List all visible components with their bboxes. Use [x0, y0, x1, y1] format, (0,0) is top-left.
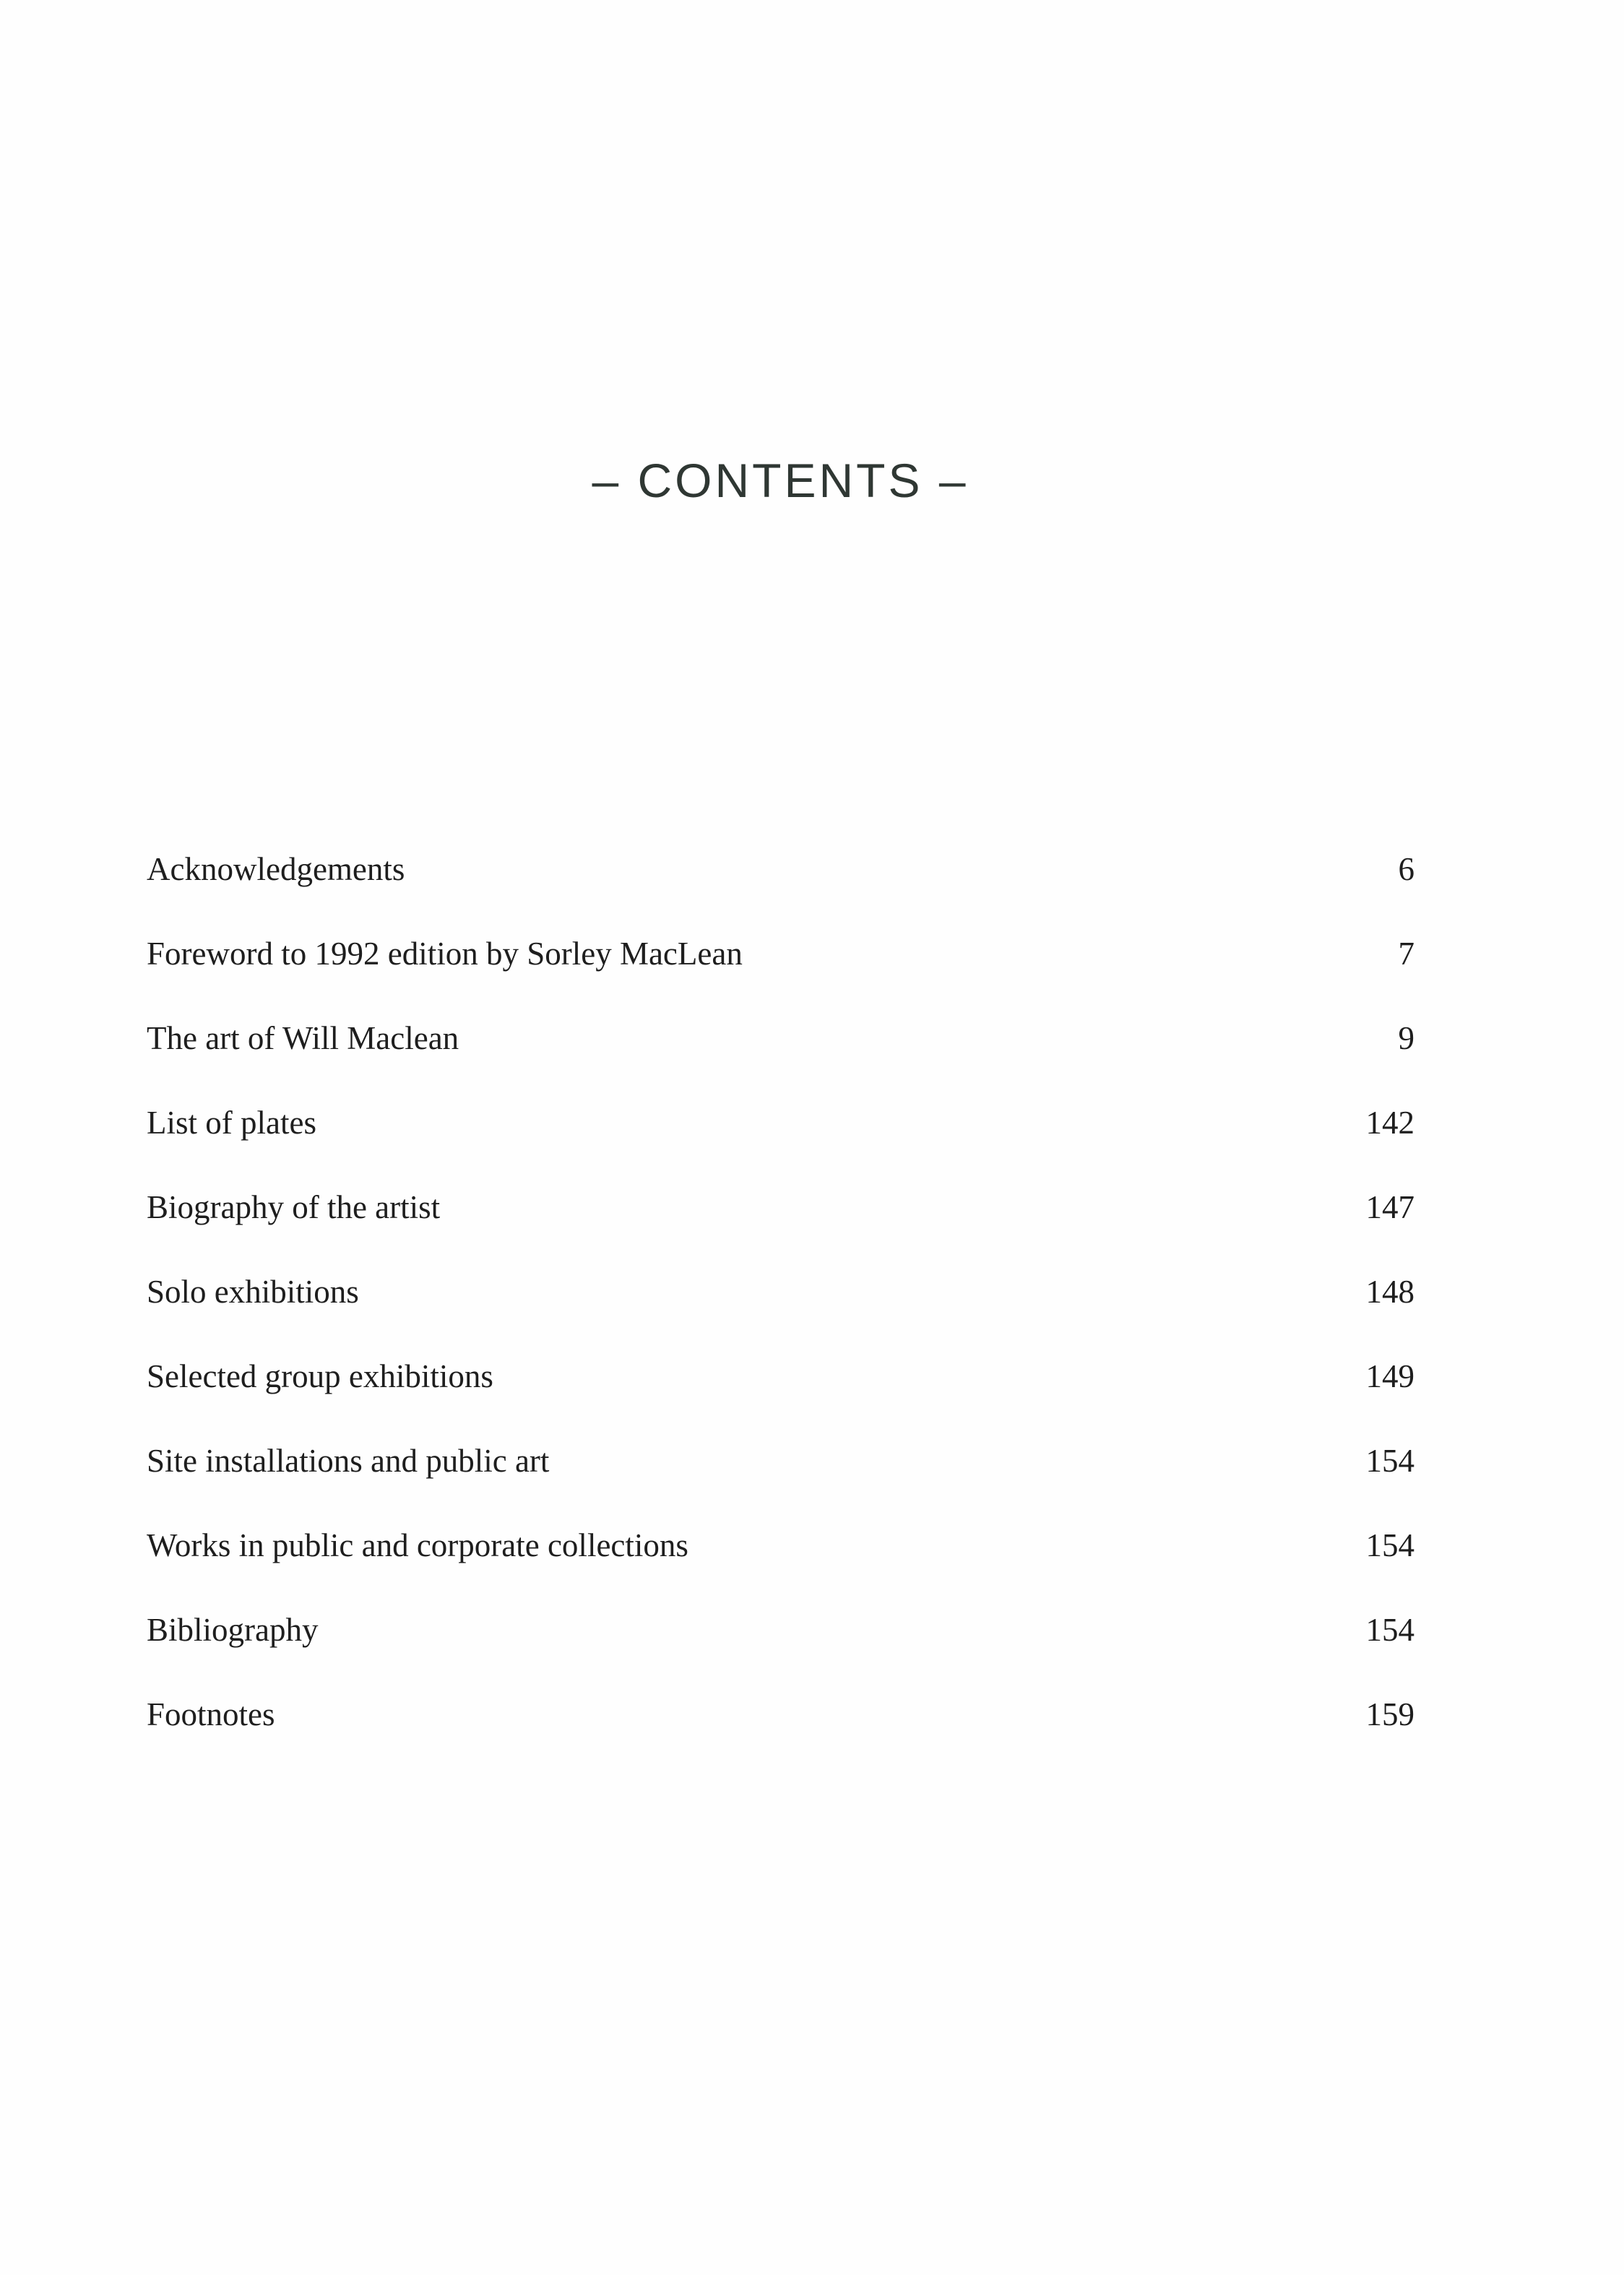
toc-entry-page: 154 — [1365, 1612, 1414, 1648]
toc-entry — [147, 1090, 1414, 1175]
toc-entry-title: Acknowledgements — [147, 851, 405, 887]
toc-entry-page: 159 — [1365, 1696, 1414, 1732]
toc-entry-title: Solo exhibitions — [147, 1274, 359, 1310]
toc-entry-title: Works in public and corporate collections — [147, 1527, 688, 1563]
toc-entry-page: 154 — [1365, 1443, 1414, 1479]
toc-entry — [147, 1682, 1414, 1766]
toc-entry-page: 147 — [1365, 1189, 1414, 1225]
toc-entry — [147, 1513, 1414, 1597]
toc-entry-page: 9 — [1398, 1020, 1414, 1056]
toc-entry-page: 148 — [1365, 1274, 1414, 1310]
toc-entry-page: 154 — [1365, 1527, 1414, 1563]
toc-entry-title: Selected group exhibitions — [147, 1358, 493, 1394]
toc-entry — [147, 921, 1414, 1006]
toc-entry-title: Foreword to 1992 edition by Sorley MacLean — [147, 936, 743, 972]
toc-entry-page: 7 — [1398, 936, 1414, 972]
page-title: – CONTENTS – — [592, 454, 969, 507]
toc-entry — [147, 1344, 1414, 1428]
table-of-contents — [147, 837, 1414, 1766]
toc-entry-page: 142 — [1365, 1105, 1414, 1141]
toc-entry — [147, 837, 1414, 921]
toc-entry-title: Bibliography — [147, 1612, 319, 1648]
toc-entry-title: Biography of the artist — [147, 1189, 441, 1225]
toc-entry-page: 149 — [1365, 1358, 1414, 1394]
toc-entry-page: 6 — [1398, 851, 1414, 887]
toc-entry — [147, 1597, 1414, 1682]
toc-entry-title: Site installations and public art — [147, 1443, 550, 1479]
toc-entry-title: List of plates — [147, 1105, 316, 1141]
toc-entry — [147, 1259, 1414, 1344]
toc-entry-title: The art of Will Maclean — [147, 1020, 459, 1056]
toc-entry-title: Footnotes — [147, 1696, 275, 1732]
toc-entry — [147, 1428, 1414, 1513]
toc-entry — [147, 1006, 1414, 1090]
toc-entry — [147, 1175, 1414, 1259]
